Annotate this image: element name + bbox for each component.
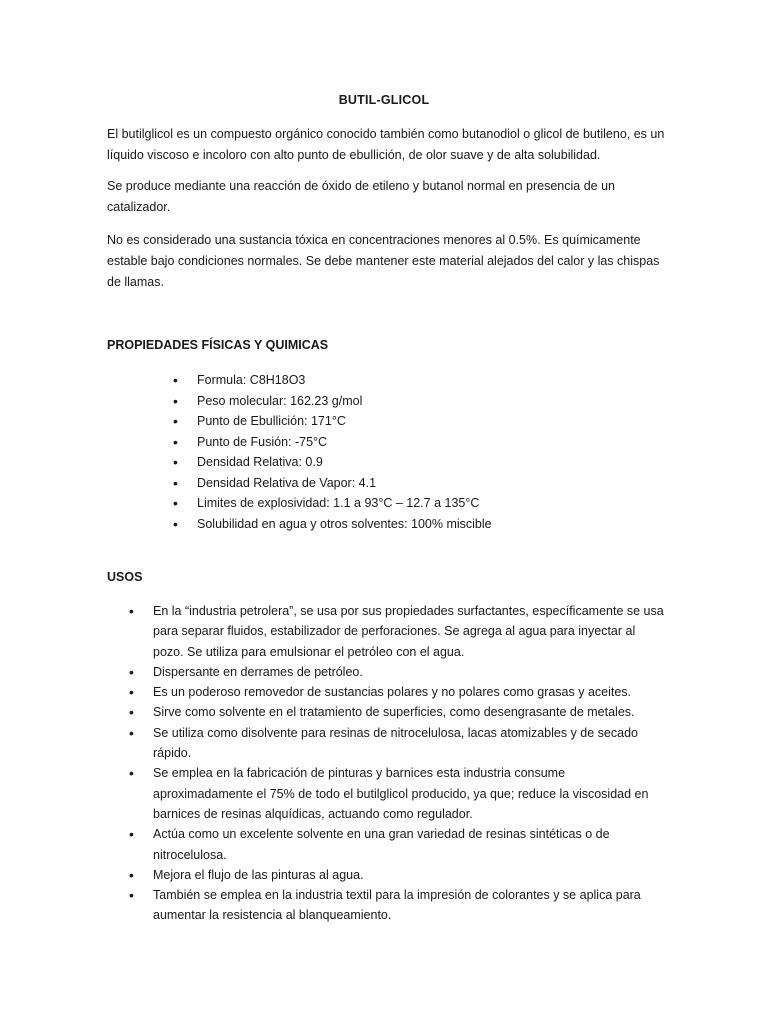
list-item: • Se utiliza como disolvente para resinas de nitrocelulosa, lacas atomizables y de secado rápido. xyxy=(126,723,666,764)
list-item: • Mejora el flujo de las pinturas al agua. xyxy=(126,865,666,885)
list-item: • En la “industria petrolera”, se usa por sus propiedades surfactantes, específicamente se usa para separar fluidos, estabilizador de perforaciones. Se agrega al agua para inyectar al pozo. Se utiliza para emulsionar el petróleo con el agua. xyxy=(126,601,666,662)
properties-heading: PROPIEDADES FÍSICAS Y QUIMICAS xyxy=(107,338,329,352)
production-paragraph: Se produce mediante una reacción de óxido de etileno y butanol normal en presencia de un catalizador. xyxy=(107,179,615,214)
list-item: • Solubilidad en agua y otros solventes: 100% miscible xyxy=(170,514,650,535)
document-title: BUTIL-GLICOL xyxy=(338,93,430,107)
list-item: • Limites de explosividad: 1.1 a 93°C – 12.7 a 135°C xyxy=(170,493,650,514)
toxicity-paragraph: No es considerado una sustancia tóxica en concentraciones menores al 0.5%. Es químicamente estable bajo condiciones normales. Se debe mantener este material alejados del calor y las chispas de llamas. xyxy=(107,233,660,289)
list-item: • Densidad Relativa: 0.9 xyxy=(170,452,650,473)
uses-list xyxy=(126,601,666,926)
list-item: • Se emplea en la fabricación de pinturas y barnices esta industria consume aproximadamente el 75% de todo el butilglicol producido, ya que; reduce la viscosidad en barnices de resinas alquídicas, actuando como regulador. xyxy=(126,763,666,824)
uses-heading: USOS xyxy=(107,570,143,584)
list-item: • Dispersante en derrames de petróleo. xyxy=(126,662,666,682)
intro-paragraph: El butilglicol es un compuesto orgánico conocido también como butanodiol o glicol de butileno, es un líquido viscoso e incoloro con alto punto de ebullición, de olor suave y de alta solubilidad. xyxy=(107,127,665,162)
list-item: • Actúa como un excelente solvente en una gran variedad de resinas sintéticas o de nitrocelulosa. xyxy=(126,824,666,865)
list-item: • También se emplea en la industria textil para la impresión de colorantes y se aplica para aumentar la resistencia al blanqueamiento. xyxy=(126,885,666,926)
list-item: • Punto de Ebullición: 171°C xyxy=(170,411,650,432)
list-item: • Peso molecular: 162.23 g/mol xyxy=(170,391,650,412)
properties-list xyxy=(170,370,650,534)
list-item: • Es un poderoso removedor de sustancias polares y no polares como grasas y aceites. xyxy=(126,682,666,702)
list-item: • Punto de Fusión: -75°C xyxy=(170,432,650,453)
list-item: • Formula: C8H18O3 xyxy=(170,370,650,391)
list-item: • Sirve como solvente en el tratamiento de superficies, como desengrasante de metales. xyxy=(126,702,666,722)
list-item: • Densidad Relativa de Vapor: 4.1 xyxy=(170,473,650,494)
